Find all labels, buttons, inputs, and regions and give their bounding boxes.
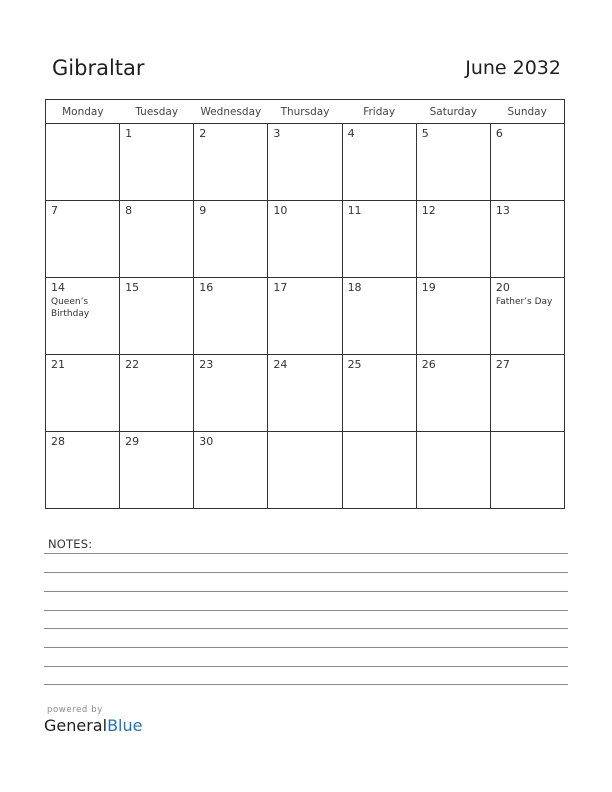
day-cell [268, 355, 342, 432]
day-number: 18 [347, 281, 362, 294]
day-number: 1 [125, 127, 133, 140]
day-cell [268, 201, 342, 278]
day-cell [342, 201, 416, 278]
day-number: 2 [199, 127, 207, 140]
week-row [46, 124, 565, 201]
day-cell [342, 124, 416, 201]
weekday-header: Monday [46, 100, 120, 124]
notes-line [44, 684, 568, 685]
day-number: 8 [125, 204, 133, 217]
day-number: 19 [421, 281, 436, 294]
day-number: 5 [421, 127, 429, 140]
day-cell [120, 432, 194, 509]
notes-line [44, 572, 568, 573]
day-cell [416, 201, 490, 278]
day-cell [490, 201, 564, 278]
day-number: 25 [347, 358, 362, 371]
day-cell [194, 124, 268, 201]
day-cell [490, 355, 564, 432]
day-cell [342, 278, 416, 355]
weekday-header: Wednesday [194, 100, 268, 124]
week-row [46, 355, 565, 432]
day-cell [194, 278, 268, 355]
day-number: 30 [199, 435, 214, 448]
week-row [46, 432, 565, 509]
week-row [46, 278, 565, 355]
day-cell [46, 355, 120, 432]
day-number: 26 [421, 358, 436, 371]
day-cell [46, 432, 120, 509]
day-number: 10 [273, 204, 288, 217]
day-cell [194, 201, 268, 278]
day-number: 20 [495, 281, 510, 294]
day-cell [490, 124, 564, 201]
day-cell [120, 355, 194, 432]
day-number: 24 [273, 358, 288, 371]
day-number: 15 [125, 281, 140, 294]
day-number: 23 [199, 358, 214, 371]
day-cell [268, 432, 342, 509]
notes-line [44, 591, 568, 592]
brand-name-blue: Blue [107, 716, 143, 735]
notes-line [44, 628, 568, 629]
day-cell [194, 355, 268, 432]
day-cell [416, 278, 490, 355]
day-number: 28 [51, 435, 65, 448]
day-number: 17 [273, 281, 288, 294]
day-cell [416, 124, 490, 201]
brand-name-general: General [44, 716, 108, 735]
day-number: 7 [51, 204, 58, 217]
day-cell [194, 432, 268, 509]
day-number: 12 [421, 204, 436, 217]
weekday-header-row [46, 100, 565, 124]
day-number: 3 [273, 127, 281, 140]
day-cell [46, 124, 120, 201]
day-number: 6 [495, 127, 503, 140]
day-cell [46, 278, 120, 355]
day-number: 13 [495, 204, 510, 217]
calendar-grid [45, 99, 565, 509]
day-cell [342, 432, 416, 509]
day-cell [416, 432, 490, 509]
calendar-month-title: June 2032 [465, 57, 561, 79]
day-number: 16 [199, 281, 214, 294]
day-cell [46, 201, 120, 278]
notes-line [44, 553, 568, 554]
notes-line [44, 647, 568, 648]
day-cell [120, 278, 194, 355]
day-cell [120, 201, 194, 278]
day-number: 14 [51, 281, 65, 294]
day-number: 21 [51, 358, 65, 371]
holiday-label: Father’s Day [495, 297, 553, 307]
day-number: 29 [125, 435, 140, 448]
powered-by-text: powered by [47, 705, 103, 715]
weekday-header: Sunday [490, 100, 564, 124]
weekday-header: Saturday [416, 100, 490, 124]
day-cell [268, 278, 342, 355]
day-number: 11 [347, 204, 362, 217]
day-cell [120, 124, 194, 201]
week-row [46, 201, 565, 278]
weekday-header: Thursday [268, 100, 342, 124]
holiday-label: Queen’s Birthday [51, 297, 90, 319]
calendar-country-title: Gibraltar [52, 56, 145, 80]
day-number: 9 [199, 204, 207, 217]
generalblue-logo [44, 716, 142, 735]
day-number: 27 [495, 358, 510, 371]
day-cell [490, 278, 564, 355]
notes-line [44, 666, 568, 667]
day-number: 4 [347, 127, 355, 140]
day-cell [490, 432, 564, 509]
weekday-header: Friday [342, 100, 416, 124]
day-cell [268, 124, 342, 201]
day-number: 22 [125, 358, 140, 371]
notes-label: NOTES: [48, 537, 93, 551]
day-cell [416, 355, 490, 432]
notes-line [44, 610, 568, 611]
day-cell [342, 355, 416, 432]
weekday-header: Tuesday [120, 100, 194, 124]
